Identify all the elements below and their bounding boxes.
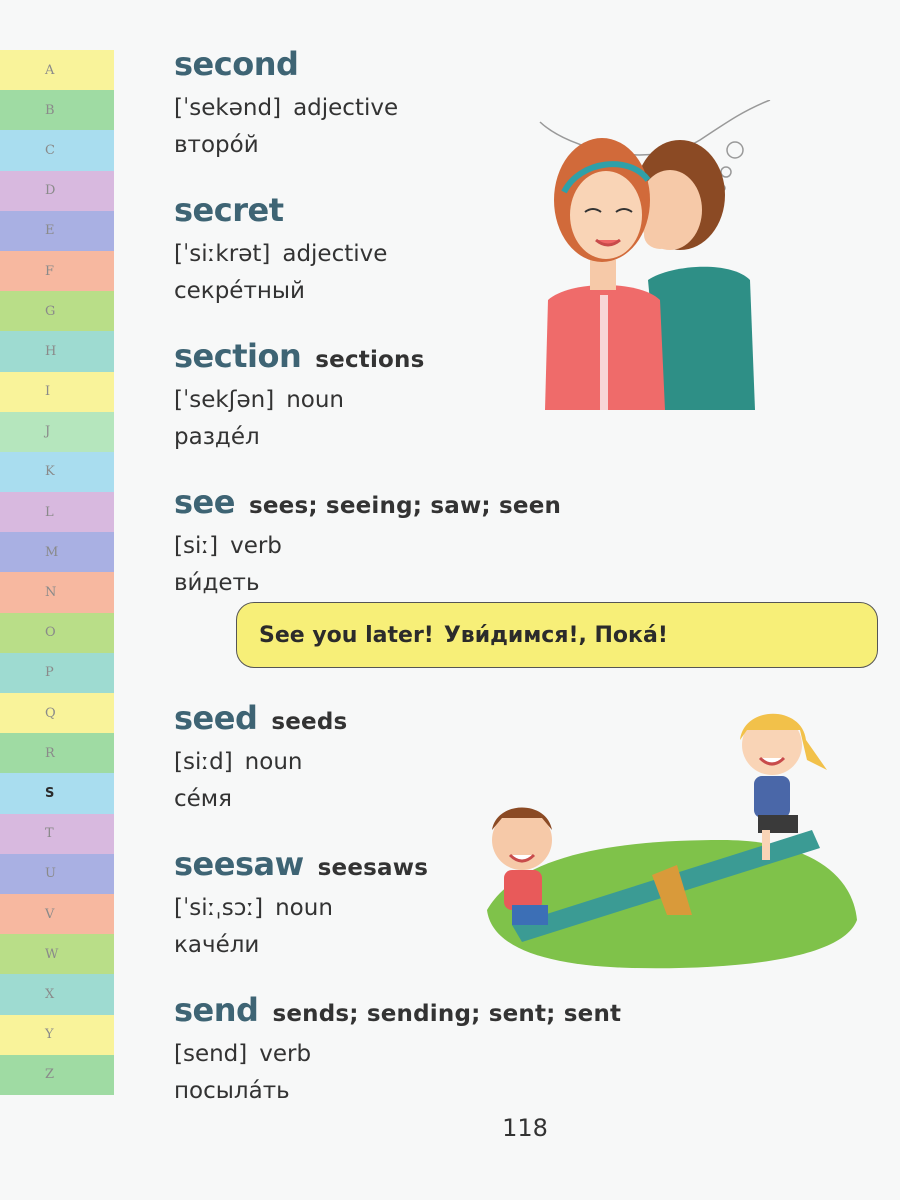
entry-second	[174, 44, 398, 164]
alphabet-tab-p: P	[0, 653, 114, 693]
entry-secret	[174, 190, 387, 310]
entry-see	[174, 482, 561, 602]
translation: второ́й	[174, 132, 259, 158]
word-forms: seesaws	[317, 855, 429, 881]
seesaw-illustration	[482, 700, 862, 970]
headword: second	[174, 45, 299, 83]
phrase-english: See you later!	[259, 622, 434, 648]
alphabet-tab-d: D	[0, 171, 114, 211]
headword: send	[174, 991, 259, 1029]
pronunciation: [ˈsiːˌsɔː]	[174, 895, 264, 921]
alphabet-tab-v: V	[0, 894, 114, 934]
headword: seesaw	[174, 845, 304, 883]
part-of-speech: adjective	[282, 241, 388, 267]
alphabet-tab-t: T	[0, 814, 114, 854]
headword: section	[174, 337, 302, 375]
entry-seed	[174, 698, 347, 818]
pronunciation: [ˈsekənd]	[174, 95, 282, 121]
alphabet-tab-o: O	[0, 613, 114, 653]
alphabet-tab-c: C	[0, 130, 114, 170]
headword: seed	[174, 699, 258, 737]
translation: посыла́ть	[174, 1078, 290, 1104]
entry-section	[174, 336, 425, 456]
word-forms: sections	[315, 347, 425, 373]
phrase-russian: Уви́димся!, Пока́!	[443, 622, 668, 648]
part-of-speech: verb	[259, 1041, 312, 1067]
word-forms: sends; sending; sent; sent	[272, 1001, 622, 1027]
pronunciation: [send]	[174, 1041, 248, 1067]
part-of-speech: adjective	[293, 95, 399, 121]
translation: секре́тный	[174, 278, 305, 304]
alphabet-tab-g: G	[0, 291, 114, 331]
alphabet-index	[0, 50, 114, 1095]
part-of-speech: verb	[230, 533, 282, 559]
translation: разде́л	[174, 424, 260, 450]
translation: ви́деть	[174, 570, 260, 596]
alphabet-tab-a: A	[0, 50, 114, 90]
part-of-speech: noun	[244, 749, 303, 775]
alphabet-tab-i: I	[0, 372, 114, 412]
alphabet-tab-w: W	[0, 934, 114, 974]
alphabet-tab-q: Q	[0, 693, 114, 733]
alphabet-tab-f: F	[0, 251, 114, 291]
alphabet-tab-u: U	[0, 854, 114, 894]
alphabet-tab-z: Z	[0, 1055, 114, 1095]
pronunciation: [siː]	[174, 533, 219, 559]
alphabet-tab-e: E	[0, 211, 114, 251]
alphabet-tab-n: N	[0, 572, 114, 612]
word-forms: sees; seeing; saw; seen	[248, 493, 562, 519]
alphabet-tab-m: M	[0, 532, 114, 572]
alphabet-tab-y: Y	[0, 1015, 114, 1055]
alphabet-tab-l: L	[0, 492, 114, 532]
secret-illustration	[530, 100, 780, 410]
part-of-speech: noun	[275, 895, 333, 921]
headword: see	[174, 483, 235, 521]
alphabet-tab-x: X	[0, 974, 114, 1014]
headword: secret	[174, 191, 284, 229]
alphabet-tab-h: H	[0, 331, 114, 371]
alphabet-tab-j: J	[0, 412, 114, 452]
translation: се́мя	[174, 786, 232, 812]
alphabet-tab-k: K	[0, 452, 114, 492]
translation: каче́ли	[174, 932, 260, 958]
alphabet-tab-r: R	[0, 733, 114, 773]
alphabet-tab-b: B	[0, 90, 114, 130]
pronunciation: [ˈsiːkrət]	[174, 241, 271, 267]
part-of-speech: noun	[286, 387, 344, 413]
entry-send	[174, 990, 621, 1110]
pronunciation: [ˈsekʃən]	[174, 387, 275, 413]
pronunciation: [siːd]	[174, 749, 233, 775]
page-number: 118	[502, 1114, 548, 1142]
word-forms: seeds	[271, 709, 348, 735]
entry-seesaw	[174, 844, 428, 964]
alphabet-tab-s: S	[0, 773, 114, 813]
phrase-box	[236, 602, 878, 668]
